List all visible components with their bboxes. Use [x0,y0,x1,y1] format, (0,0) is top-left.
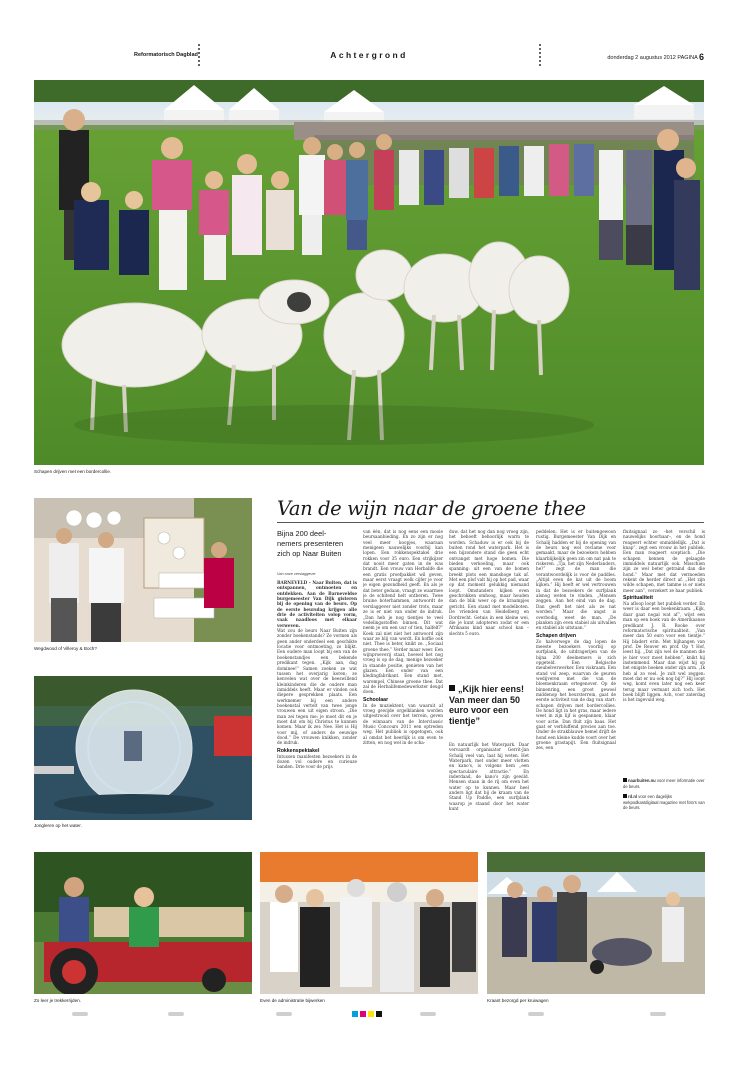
subheading: Schoolaar [363,696,389,703]
photo-water-ball [34,676,252,820]
subheading: Rokkenspektakel [277,747,320,754]
bullet-icon [623,794,627,798]
print-mark [276,1012,292,1016]
page-header [34,44,704,64]
photo-tractor [34,852,252,994]
black-swatch [376,1011,382,1017]
print-mark [528,1012,544,1016]
article-byline: Van onze verslaggever [277,572,316,576]
header-divider [539,44,541,66]
article-lead: BARNEVELD – Naar Buiten, dat is ontspannen, ontmoeten en ontdekken. Aan de Barneveldse burgemeester Van Dijk gisteren bij de opening van de beurs. Op de eerste beursdag krijgen alle drie de activiteiten volop vorm, vaak naadloos met elkaar verweven. [277,580,357,628]
article-paragraph: Zo halverwege de dag lopen de meeste bezoekers voorbij op surfplank, de uitdragerijen van de bijna 200 deelnemers is zich opgeteld. Een Belgische meubelverwerker. Een viskraam. Een stand vol zeep, waarvan de geuren wedijveren met die van de bloemenkraam ertegenover. Op de binnenring, een groot gewoel middenop het beursterrein, gaat de eerste activiteit van de dag van start: schapen drijven met bordercollies. De hond ligt in het gras, maar iedere weet in zijn lijf is gespannen, klaar voor actie. Dan fluit zijn baas. Het gaat er verbluffend precies aan toe. Onder de strakblauwe hemel drijft de hond een kleine kudde voort over het groene grastapijt. Een fluitsignaal zes, een [536,638,616,751]
photo-tractor-caption: Zo leer je trekkerrijden. [34,998,81,1003]
photo-water-caption: Jongleren op het water. [34,823,82,828]
photo-wheelbarrow [487,852,705,994]
subheading: Schapen drijven [536,632,577,639]
yellow-swatch [368,1011,374,1017]
article-column-3-bottom [449,742,529,838]
print-mark [650,1012,666,1016]
page-number: 6 [698,52,704,62]
photo-administration [260,852,478,994]
article-headline: Van de wijn naar de groene thee [277,497,586,520]
article-paragraph: duw, dat het nog dan nog vroeg zijn, het behoeft behoorlijk warm te worden. Schaduw is er ook bij de buiten rond het waterpark. Het is een bijzondere stand die geen echt ontvangst met hoge bomen. Die bieden verkoeling, maar ook spanning: uit een van de bomen breekt plots een manshoge tak af. Met een plof valt hij op het pad, waar op dat moment gelukkig niemand loopt. Omstanders kijken even geschrokken omhoog, maar houden dan de blik weer op de kraampjes gericht. Een stand met modelboten. De vrienden van Heidelberg en Dordrecht. Getuis in een kleine wei, die je kunt adopteren zodat er een Afrikaans kind naar school kan – slechts 5 euro. [449,529,529,636]
link-site[interactable]: naarbuiten.nu [628,778,656,783]
info-links [623,778,705,816]
photo-administration-caption: Even de administratie bijwerken [260,998,325,1003]
bullet-icon [623,778,627,782]
photo-porcelain-caption: Wegdwood of Villeroy & Boch? [34,646,97,651]
article-paragraph: Wat zou de beurs Naar Buiten zijn zonder boekenstands? Ze vormen als geen ander onderdeel een geschikte locatie voor ontmoeting, zo blijkt. Een oudere man loopt bij een van de boekenstandjes een bekende predikant tegen. „Kijk aan, dag dominee!” Samen zoeken ze wat tussen het overjarig koren; ze kenvelen wat over de heeswillend kleinkinderen die de oudere man inmiddels heeft. Maar er vinden ook diepere gesprekken plaats. Een werknemer bij een andere boekenstal vertelt van twee jonge vrouwen een uit eigen stroon. „Die man zei tegen me: je moet dit en je moet dat om bij Christus te kunnen komen. Maar ik zei: Nee. Het is Hij voor mij, of anders de eeuwige dood.” De vrouwen knikken, zonder de indruk. [277,628,357,746]
info-link-2[interactable] [623,794,705,811]
date-text: donderdag 2 augustus 2012 PAGINA [607,55,698,61]
article-paragraph: peddelen. Het is er buitengewoon rustig. Burgemeester Van Dijk en Schalij hadden er bij de opening van de beurs nog wel reclame voor gemaakt, maar de bezoekers hebben klaarblijkelijk geen zin om nat pak te riskeren. „Tja, het zijn Nederlanders, he?” zegt de man die verantwoordelijk is voor de paddles. „Altijd even de kat uit de boom kijken.” Hij heeft er wel vertrouwen in dat de bezoekers de surfplank alsnog weten te vinden. „Mensen zeggen. Aan het eind van de dag. Dan geeft het niet als ze nat worden.” Maar die angst is overbodig, weet de man. „De planken zijn even stabiel als uitvallen en stabiel als uitstaan.” [536,529,616,631]
magenta-swatch [360,1011,366,1017]
article-paragraph: Na afloop loopt het publiek verder. En weer is daar een boekenkraam. „Kijk, daar gaat nogal wat af”, wijst een man op een boek van de Amerikaanse predikant J. R. Rooke over reformatorische spiritualiteit. „Van meer dan 50 euro voor een tientje.” Hij bladert erin. Met hijhangen van prof. De Reuver en prof. Op 't Hof, leest hij. „Dat zijn wel de mannen die je hier voor moet hebben”, knikt hij instemmend. Maar dan wijst hij op het enigste boeken onder zijn arm. „Ik heb al zo veel. Je zult wel zeggen: moet dat er nu ook nog bij?” Hij loopt weg, komt even later nog een keer terug maar vermant zich toch. Het boek blijft liggen. Ach, voor zaterdag is het ingevuld weg. [623,601,705,703]
article-paragraph: Intussen manifesten bezoekers in de dozen vol oudere en curieuze banden. Drie voor de prijs [277,753,357,770]
article-paragraph: fluitsignaal zo –het verschil is nauwelijks hoorbaar–, en de hond reageert echter onmiddellijk. „Dat is knap”, zegt een vrouw in het publiek. Een man reageert sceptisch. „Die schapen kennen de gelaagde immiddels natuurlijk ook. Misschien zijn ze wel beter getraind dan die hond.” Maar met dat vermoeden rekent de herder direct af. „Het zijn wilde schapen, met tamme is er niets meer aan”, verzekert ze haar publiek. [623,529,705,593]
page-date [607,52,704,62]
pull-quote [449,684,525,726]
color-registration-bar [352,1011,382,1017]
info-link-1[interactable] [623,778,705,789]
pull-quote-text: „Kijk hier eens! Van meer dan 50 euro voor een tientje” [449,684,525,726]
cyan-swatch [352,1011,358,1017]
article-column-1 [277,580,357,838]
main-photo-sheep [34,80,704,465]
section-title: Achtergrond [330,50,408,60]
link-site[interactable]: rd.nl [628,794,638,799]
print-mark [72,1012,88,1016]
main-photo-caption: Schapen drijven met een bordercollie. [34,469,112,474]
link-text: voor meer informatie over de beurs. [623,778,705,789]
article-column-3-top [449,529,529,679]
paper-name: Reformatorisch Dagblad [134,52,198,58]
article-intro: Bijna 200 deel-nemers presenteren zich op Naar Buiten [277,529,344,558]
photo-porcelain-stand [34,498,252,642]
article-paragraph: In de muziektent, van waaruit af vroeg gewijde orgelklanken worden uitgestrooid over het terrein, geven de winnaars van de Interclassic Music Concours 2011 een optreden weg. Het publiek is opgetogen, ook al omdat het heerlijk is om even te zitten, en nog wel in de scha- [363,702,443,746]
quote-square-icon [449,685,455,691]
print-mark [168,1012,184,1016]
print-mark [420,1012,436,1016]
photo-wheelbarrow-caption: Kraant bezorgd per kruiwagen [487,998,549,1003]
article-paragraph: En natuurlijk het Waterpark. Daar vervaardt organisator Gerrit-Jan Schalij veel van, laat hij weten. Het Waterpark, met onder meer vlotten en kano's, is volgens hem „een spectaculaire attractie.” En inderdaad, de kano's zijn gewild. Mensen staan in de rij om even het water op te kunnen. Maar heel anders ligt dat bij de kraam van de Stand Up Paddle, een surfplank waarop je staand door het water kunt [449,742,529,812]
headline-rule [277,522,704,523]
article-paragraph: van één, dat is nog eens een mooie beursaanbieding. En zo zijn er nog veel meer koopjes, waaraan menigeen nauwelijks voorbij kan lopen. Een rokkenspektakel drie rokken voor 35 euro. Een strijkijzer dat nooit meer gaten in de was brandt. Een vrouw van Herbalife die een gratis proefpakket wil geven, maar eerst vraagt welk cijfer je voor je eigen gezondheid geeft. En als je dat beter gedaan, vraagt ze waarmee je de schitend helt ontberen. Twee bruine boterhammen, antwoordt de verslaggever niet zonder trots, maar ze is er niet van onder de indruk. „Dan heb je nog tientjes te veel vedelingsstoffen binnen. Dit wat neem je om een uur of tien, halfelf?” Koek zal niet niet het antwoord zijn waar ze blij van wordt. En koffie ook niet. Thee is beter, knikt ze. „Sociaal groene thee.” Verder maar weer. Een wijnproeverij staat, hoewel het nog vroeg is op de dag, menige bezoeker in staande positie, genieten van het glazen. Een onder van een kledingfabrikant. Een stand met, warempel, Chinese groene thee. Dat zal de Herbalifemedewerkster deugd doen. [363,529,443,695]
subheading: Spiritualiteit [623,595,653,602]
article-column-4 [536,529,616,838]
article-column-2 [363,529,443,838]
link-text: voor een dagelijks wekpodkastdigitaal magazine met foto's van de beurs. [623,794,705,810]
article-column-5 [623,529,705,773]
